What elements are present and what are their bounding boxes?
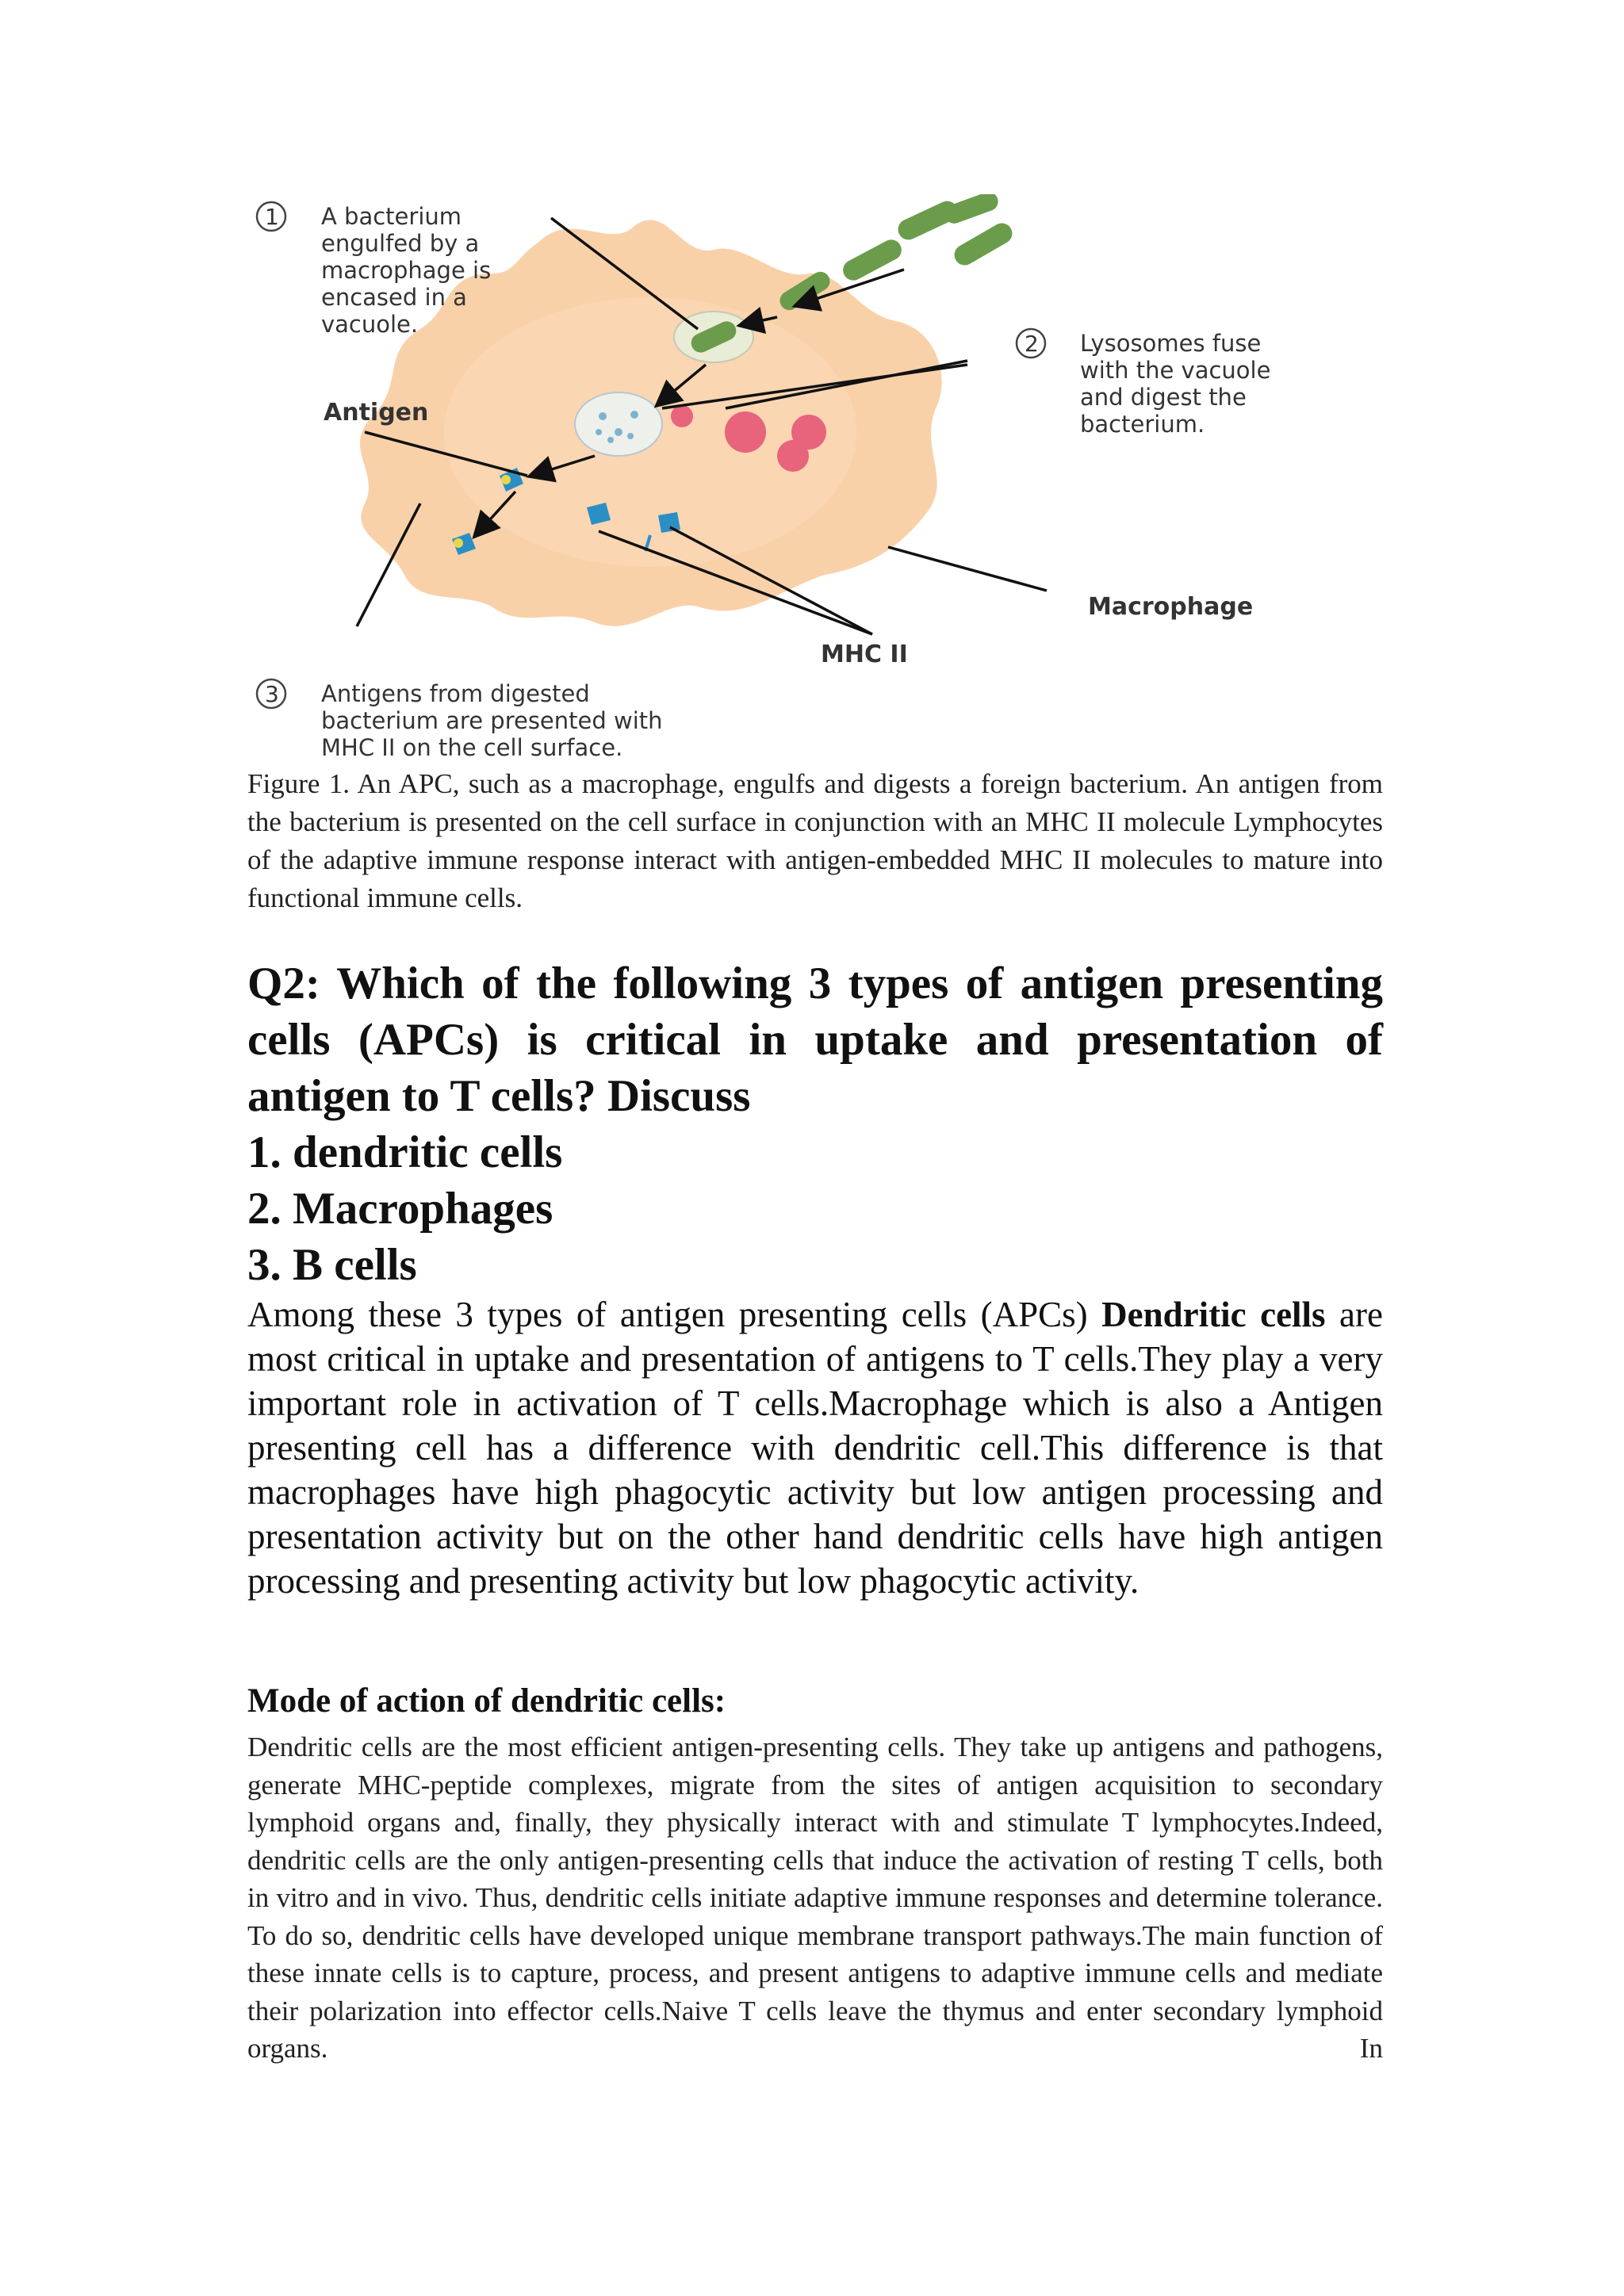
answer-text-after: are most critical in uptake and presentation of antigens to T cells.They play a very important role in activation of T cells.Macrophage which is also a Antigen presenting cell has a difference with dendritic cell.This difference is that macrophages have high phagocytic activity but low antigen processing and presentation activity but on the other hand dendritic cells have high antigen processing and presenting activity but low phagocytic activity.: [247, 1295, 1383, 1601]
step1-line-1: A bacterium: [321, 203, 462, 230]
step1-line-4: encased in a: [321, 284, 467, 311]
answer-paragraph: [247, 1292, 1383, 1603]
mhc-label: MHC II: [821, 641, 908, 668]
step3-line-2: bacterium are presented with: [321, 707, 663, 734]
step1-number: 1: [265, 204, 279, 230]
mode-heading: Mode of action of dendritic cells:: [247, 1682, 726, 1720]
figure-caption: Figure 1. An APC, such as a macrophage, engulfs and digests a foreign bacterium. An antigen from the bacterium is presented on the cell surface in conjunction with an MHC II molecule Lymphocytes of the adaptive immune response interact with antigen-embedded MHC II molecules to mature into functional immune cells.: [247, 768, 1383, 913]
step2-line-3: and digest the: [1080, 384, 1247, 411]
step3-line-3: MHC II on the cell surface.: [321, 734, 623, 761]
step2-number: 2: [1025, 331, 1039, 357]
answer-text-before: Among these 3 types of antigen presenting cells (APCs): [247, 1295, 1102, 1334]
macrophage-diagram: [238, 194, 1396, 765]
option-b-cells: 3. B cells: [247, 1240, 417, 1290]
question-heading: Q2: Which of the following 3 types of antigen presenting cells (APCs) is critical in uptake and presentation of antigen to T cells? Discuss: [247, 959, 1383, 1121]
options-list: [247, 1124, 1383, 1293]
option-macrophages: 2. Macrophages: [247, 1184, 553, 1234]
step3-line-1: Antigens from digested: [321, 680, 590, 707]
step3-number: 3: [265, 681, 279, 707]
step2-line-2: with the vacuole: [1080, 357, 1271, 384]
antigen-label: Antigen: [324, 399, 429, 427]
option-dendritic-cells: 1. dendritic cells: [247, 1127, 563, 1177]
step1-line-3: macrophage is: [321, 257, 492, 284]
step1-line-2: engulfed by a: [321, 230, 480, 257]
step1-line-5: vacuole.: [321, 311, 419, 338]
macrophage-label: Macrophage: [1088, 593, 1254, 621]
bacteria-group: [776, 194, 1016, 314]
step2-line-1: Lysosomes fuse: [1080, 330, 1262, 357]
answer-bold-term: Dendritic cells: [1101, 1295, 1326, 1334]
digesting-vacuole: [575, 392, 662, 456]
mode-body: Dendritic cells are the most efficient antigen-presenting cells. They take up antigens and pathogens, generate MHC-peptide complexes, migrate from the sites of antigen acquisition to secondary lymphoid organs and, finally, they physically interact with and stimulate T lymphocytes.Indeed, dendritic cells are the only antigen-presenting cells that induce the activation of resting T cells, both in vitro and in vivo. Thus, dendritic cells initiate adaptive immune responses and determine tolerance. To do so, dendritic cells have developed unique membrane transport pathways.The main function of these innate cells is to capture, process, and present antigens to adaptive immune cells and mediate their polarization into effector cells.Naive T cells leave the thymus and enter secondary lymphoid organs. In: [247, 1732, 1383, 2064]
apc-figure: [238, 194, 1396, 765]
step2-line-4: bacterium.: [1080, 411, 1205, 438]
